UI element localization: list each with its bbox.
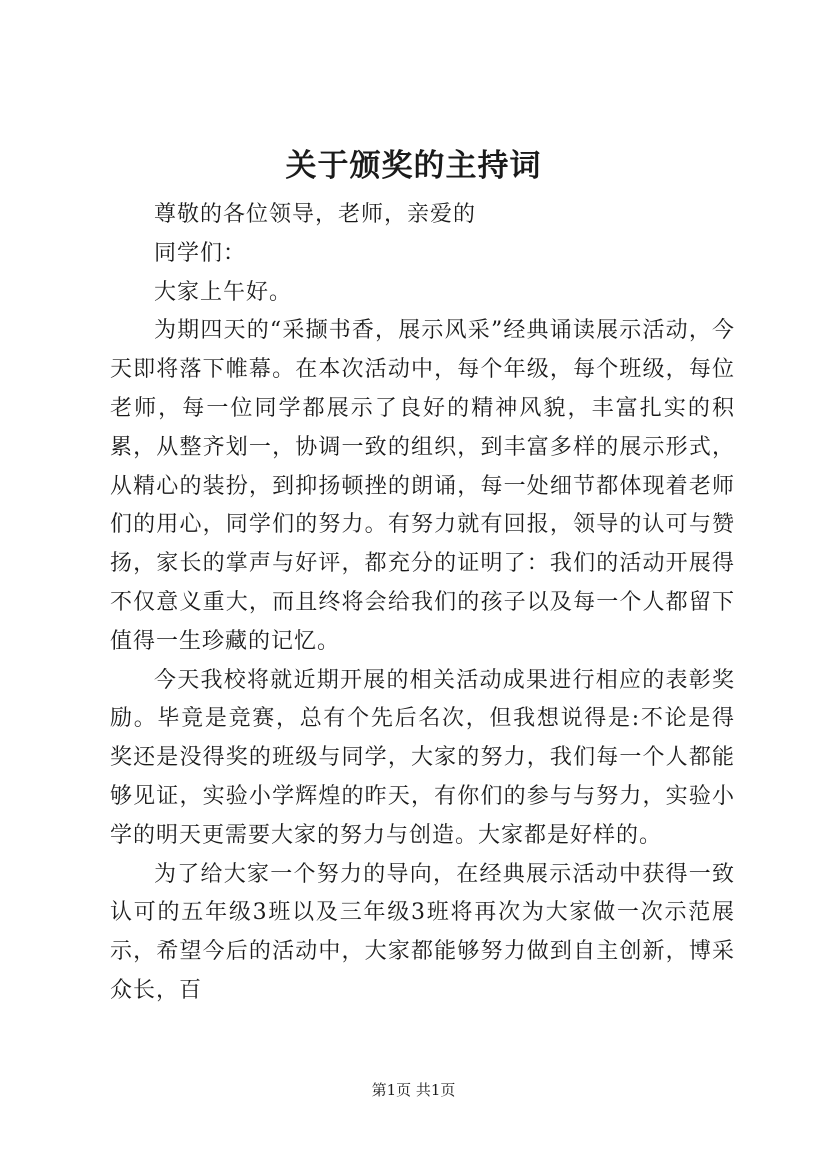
paragraph-good-morning: 大家上午好。 [154,279,293,305]
paragraph-greeting: 尊敬的各位领导，老师，亲爱的 [154,202,477,227]
paragraph-activity-summary: 为期四天的“采撷书香，展示风采”经典诵读展示活动，今天即将落下帷幕。在本次活动中，每个年级，每个班级，每位老师，每一位同学都展示了良好的精神风貌，丰富扎实的积累，从整齐划一，协调一致的组织，到丰富多样的展示形式，从精心的装扮，到抑扬顿挫的朗诵，每一处细节都体现着老师们的用心，同学们的努力。有努力就有回报，领导的认可与赞扬，家长的掌声与好评，都充分的证明了：我们的活动开展得不仅意义重大，而且终将会给我们的孩子以及每一个人都留下值得一生珍藏的记忆。 [110,318,735,654]
paragraph-awards: 今天我校将就近期开展的相关活动成果进行相应的表彰奖励。毕竟是竞赛，总有个先后名次，但我想说得是:不论是得奖还是没得奖的班级与同学，大家的努力，我们每一个人都能够见证，实验小学辉煌的昨天，有你们的参与与努力，实验小学的明天更需要大家的努力与创造。大家都是好样的。 [110,667,735,848]
paragraph-greeting-continued: 同学们： [154,240,247,266]
document-body [110,196,735,1011]
document-title: 关于颁奖的主持词 [285,148,542,184]
page-footer: 第1页 共1页 [371,1081,456,1099]
paragraph-demonstration: 为了给大家一个努力的导向，在经典展示活动中获得一致认可的五年级3班以及三年级3班将再次为大家做一次示范展示，希望今后的活动中，大家都能够努力做到自主创新，博采众长，百 [110,861,735,1003]
